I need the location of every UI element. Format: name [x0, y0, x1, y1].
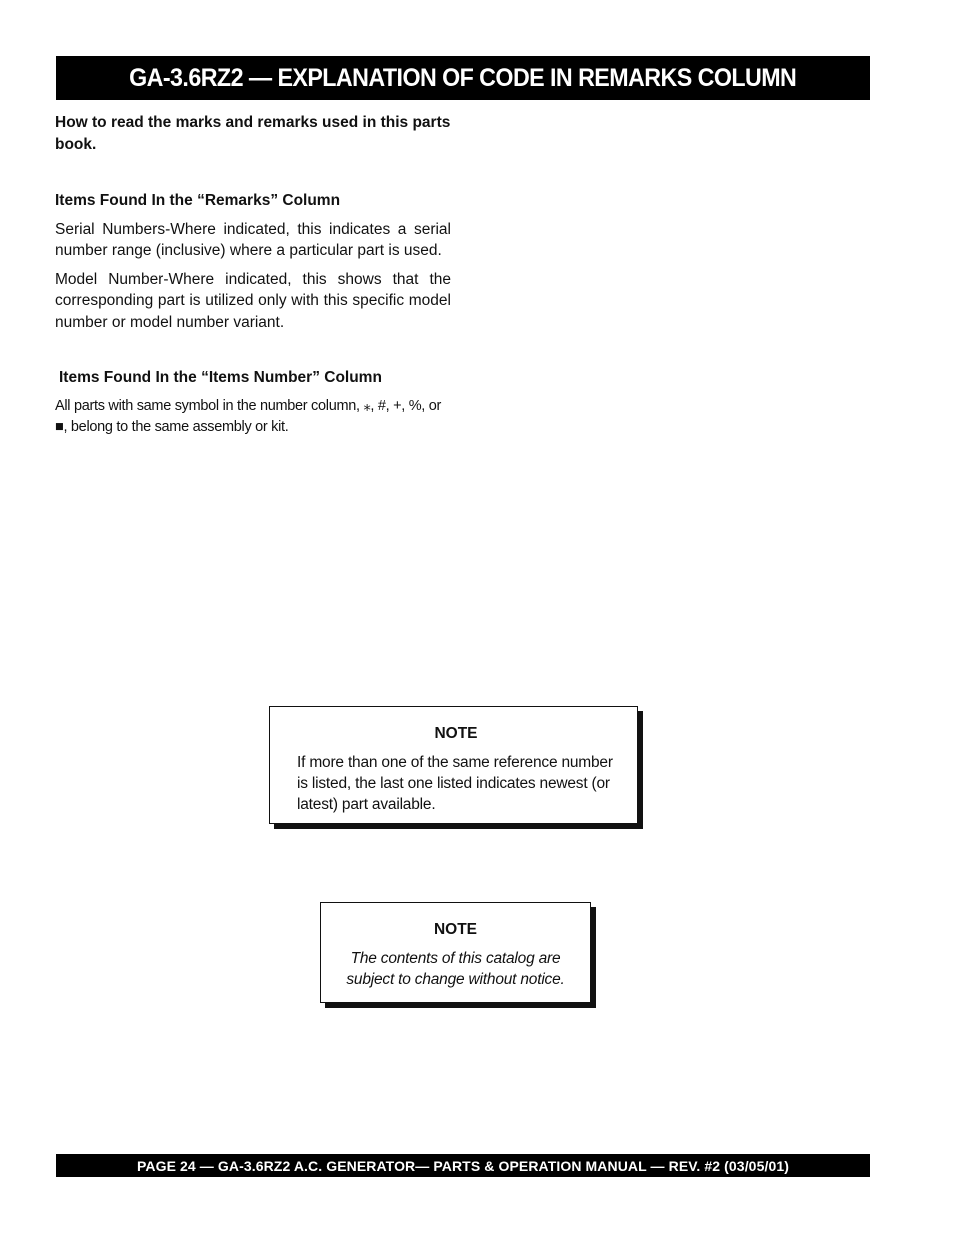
explanation-column	[55, 112, 451, 439]
note-text: If more than one of the same reference number is listed, the last one listed indicates newest (or latest) part available.	[297, 754, 613, 813]
items-number-column-heading: Items Found In the “Items Number” Column	[59, 369, 382, 386]
remarks-column-heading: Items Found In the “Remarks” Column	[55, 192, 341, 209]
page-footer-bar	[56, 1154, 870, 1177]
note-box-catalog-change	[320, 902, 591, 1003]
note-box-reference-number	[269, 706, 638, 824]
note-title: NOTE	[433, 921, 478, 938]
page-title-bar	[56, 56, 870, 100]
note-text: The contents of this catalog are subject to change without notice.	[346, 950, 565, 988]
items-number-text: All parts with same symbol in the number column, ⁎, #, +, %, or ■, belong to the same assembly or kit.	[55, 397, 442, 435]
model-number-text: Model Number-Where indicated, this shows that the corresponding part is utilized only with this specific model number or model number variant.	[55, 270, 451, 331]
page-title: GA-3.6RZ2 — EXPLANATION OF CODE IN REMARKS COLUMN	[129, 63, 797, 92]
page-footer-text: PAGE 24 — GA-3.6RZ2 A.C. GENERATOR— PARTS & OPERATION MANUAL — REV. #2 (03/05/01)	[137, 1157, 789, 1174]
serial-numbers-text: Serial Numbers-Where indicated, this indicates a serial number range (inclusive) where a particular part is used.	[55, 220, 451, 259]
note-title: NOTE	[434, 725, 478, 742]
intro-text: How to read the marks and remarks used in this parts book.	[55, 114, 451, 153]
